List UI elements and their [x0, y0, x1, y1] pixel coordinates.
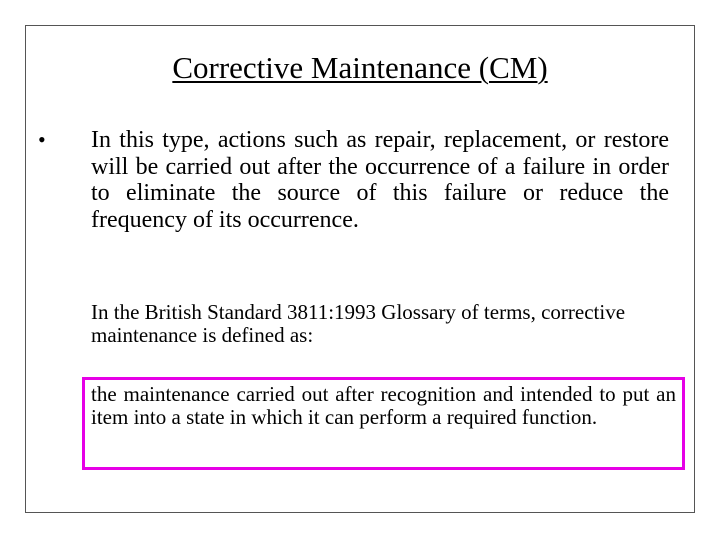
definition-text: the maintenance carried out after recognition and intended to put an item into a state in which it can perform a required function.: [91, 382, 676, 429]
slide-title: Corrective Maintenance (CM): [172, 50, 548, 85]
bullet-marker: •: [38, 127, 46, 152]
bullet-paragraph: In this type, actions such as repair, replacement, or restore will be carried out after the occurrence of a failure in order to eliminate the source of this failure or reduce the frequency of its occurrence.: [91, 127, 669, 233]
standard-reference-text: In the British Standard 3811:1993 Glossary of terms, corrective maintenance is defined as:: [91, 300, 626, 347]
